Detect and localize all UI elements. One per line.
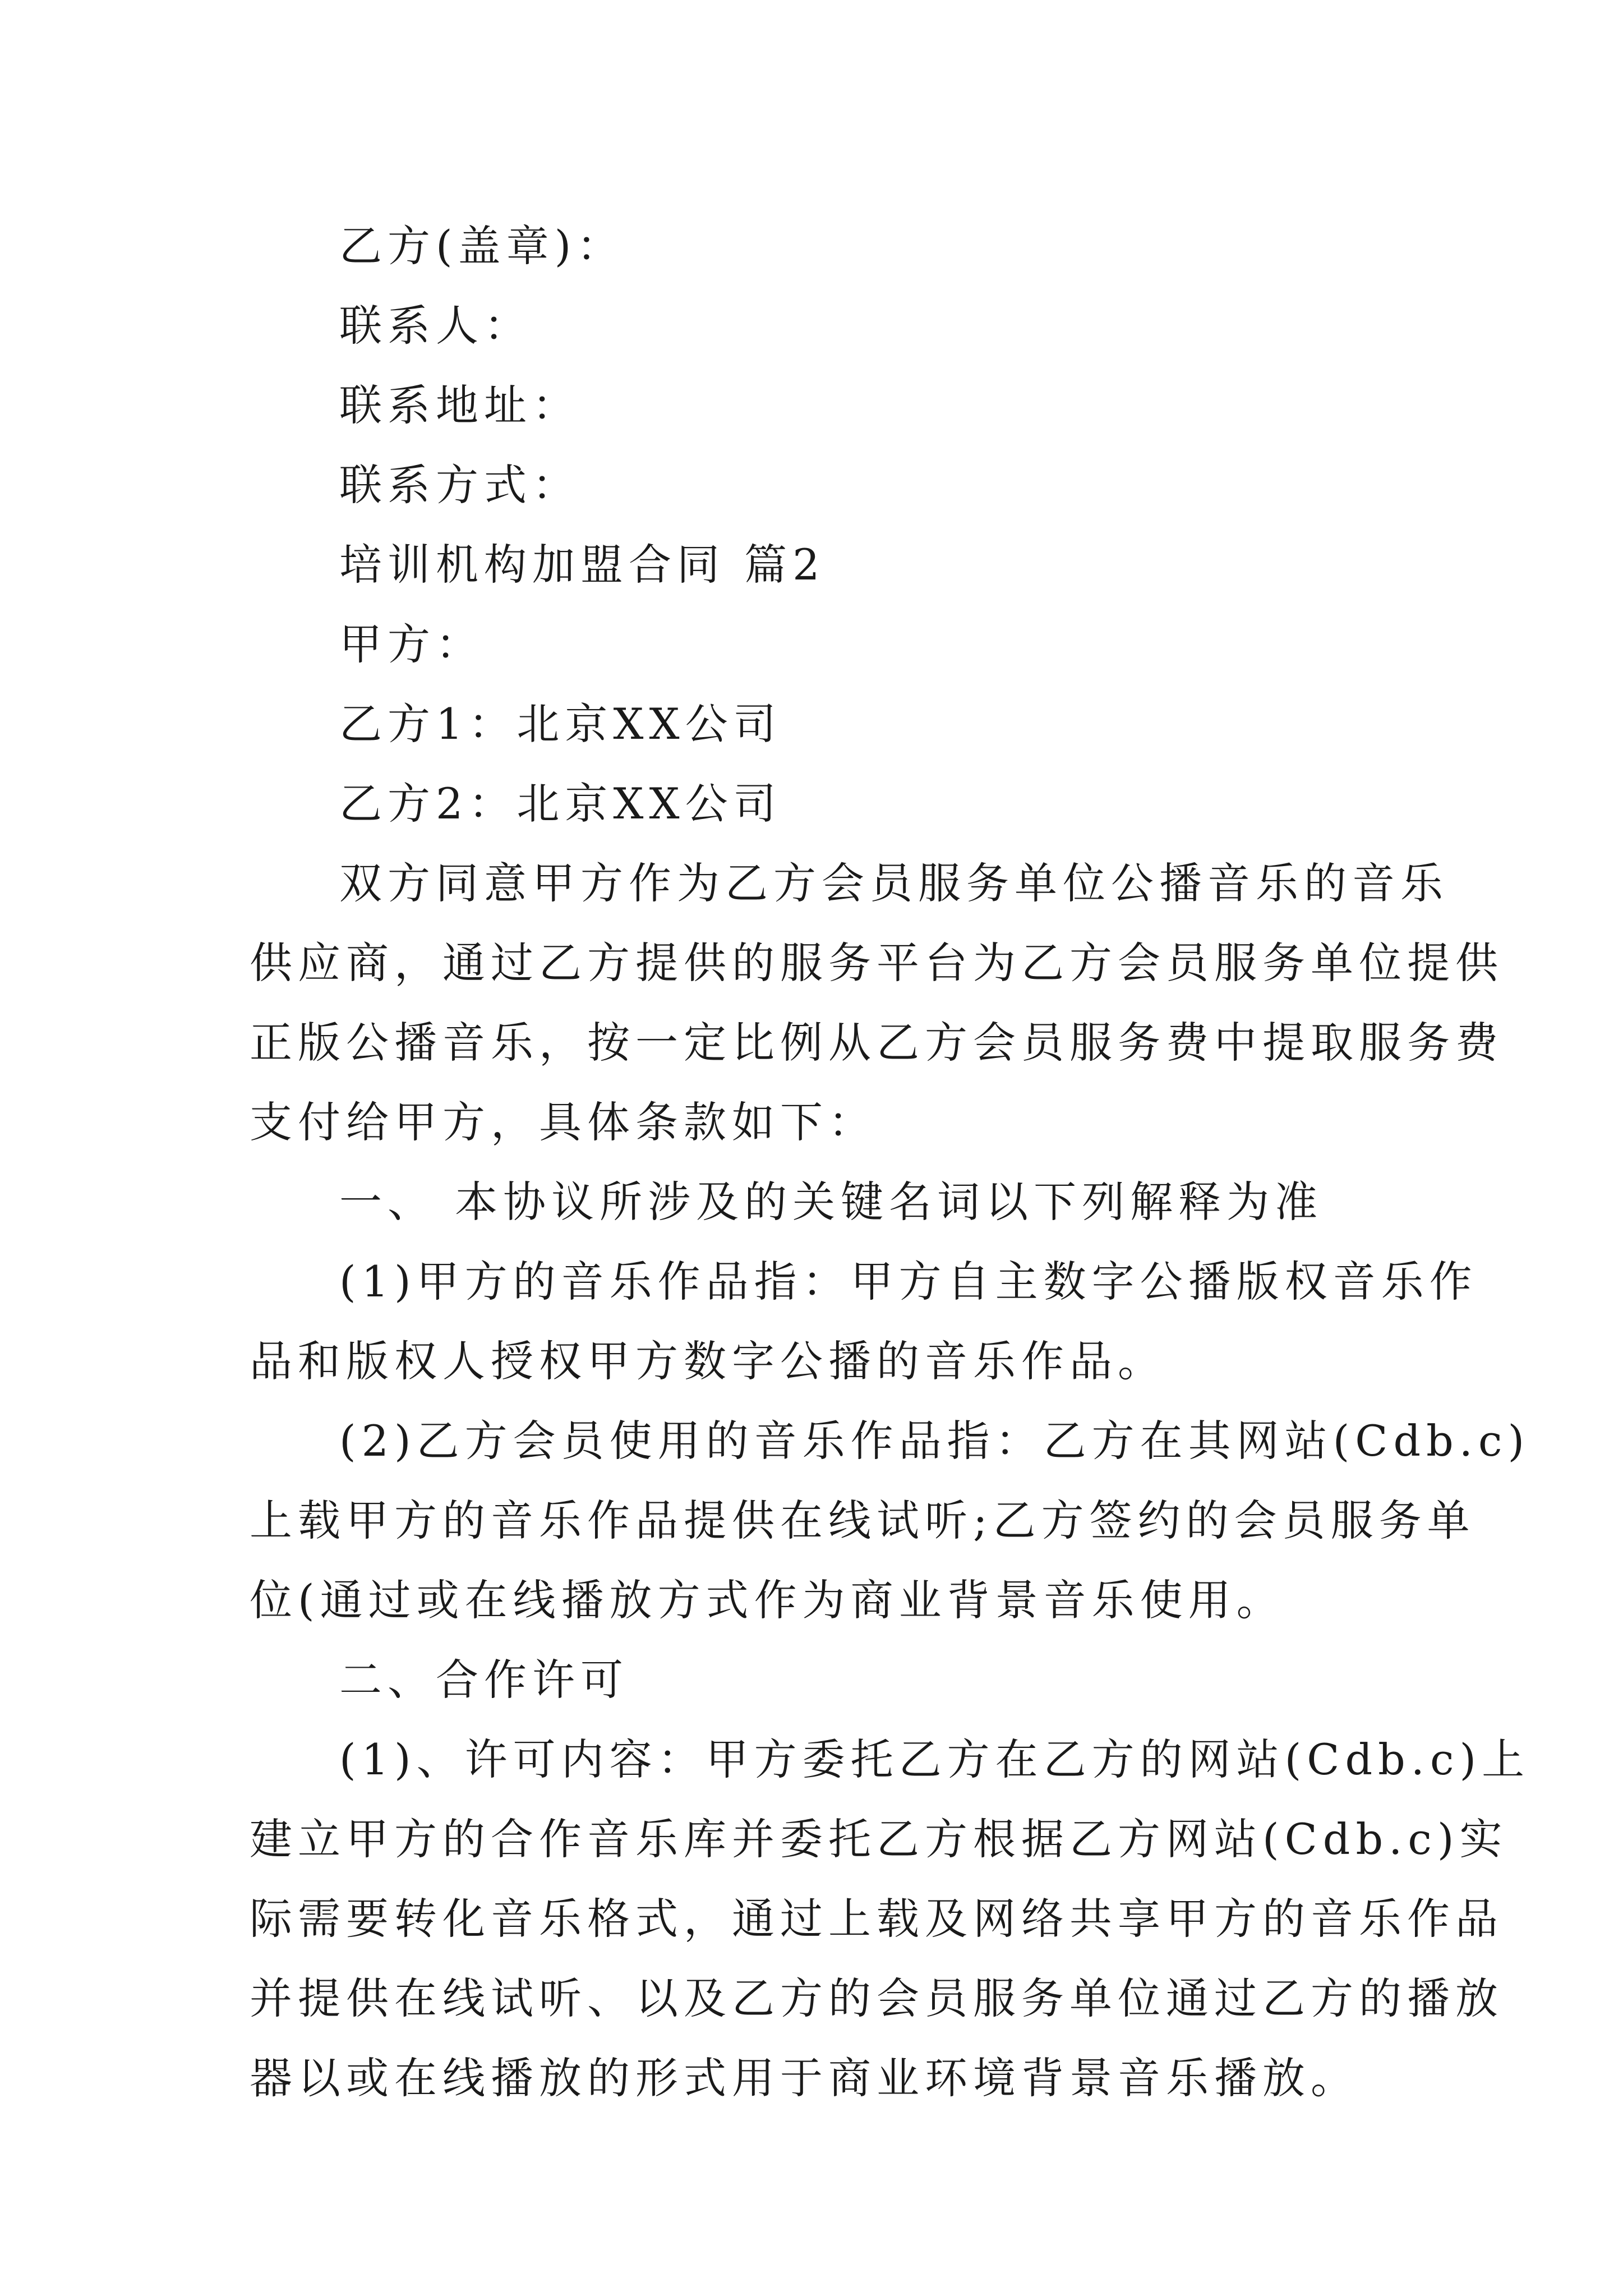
clause1-heading: 一、 本协议所涉及的关键名词以下列解释为准: [339, 1177, 1324, 1227]
clause2-heading: 二、合作许可: [339, 1655, 629, 1705]
clause1-item1-line: (1)甲方的音乐作品指：甲方自主数字公播版权音乐作: [339, 1257, 1478, 1306]
clause2-item1-line: 建立甲方的合作音乐库并委托乙方根据乙方网站(Cdb.c)实: [250, 1814, 1508, 1864]
clause2-item1-line: 器以或在线播放的形式用于商业环境背景音乐播放。: [250, 2053, 1359, 2103]
intro-paragraph-line: 双方同意甲方作为乙方会员服务单位公播音乐的音乐: [339, 858, 1449, 908]
intro-paragraph-line: 供应商，通过乙方提供的服务平台为乙方会员服务单位提供: [250, 938, 1504, 988]
clause1-item2-line: 位(通过或在线播放方式作为商业背景音乐使用。: [250, 1575, 1285, 1625]
party-b-seal-line: 乙方(盖章)：: [339, 221, 625, 271]
clause2-item1-line: 际需要转化音乐格式，通过上载及网络共享甲方的音乐作品: [250, 1894, 1504, 1944]
party-b1-line: 乙方1：北京XX公司: [339, 699, 782, 749]
document-body: [250, 206, 1530, 2118]
intro-paragraph-line: 支付给甲方，具体条款如下：: [250, 1097, 877, 1147]
contact-method-line: 联系方式：: [339, 460, 580, 510]
contact-address-line: 联系地址：: [339, 380, 580, 430]
clause1-item2-line: 上载甲方的音乐作品提供在线试听;乙方签约的会员服务单: [250, 1496, 1476, 1545]
party-b2-line: 乙方2：北京XX公司: [339, 779, 782, 829]
clause1-item1-line: 品和版权人授权甲方数字公播的音乐作品。: [250, 1336, 1166, 1386]
contact-person-line: 联系人：: [339, 301, 532, 351]
clause2-item1-line: 并提供在线试听、以及乙方的会员服务单位通过乙方的播放: [250, 1973, 1504, 2023]
section-title: 培训机构加盟合同 篇2: [339, 540, 826, 590]
intro-paragraph-line: 正版公播音乐，按一定比例从乙方会员服务费中提取服务费: [250, 1018, 1504, 1068]
clause2-item1-line: (1)、许可内容：甲方委托乙方在乙方的网站(Cdb.c)上: [339, 1734, 1530, 1784]
party-a-line: 甲方：: [339, 619, 484, 669]
clause1-item2-line: (2)乙方会员使用的音乐作品指：乙方在其网站(Cdb.c): [339, 1416, 1530, 1466]
